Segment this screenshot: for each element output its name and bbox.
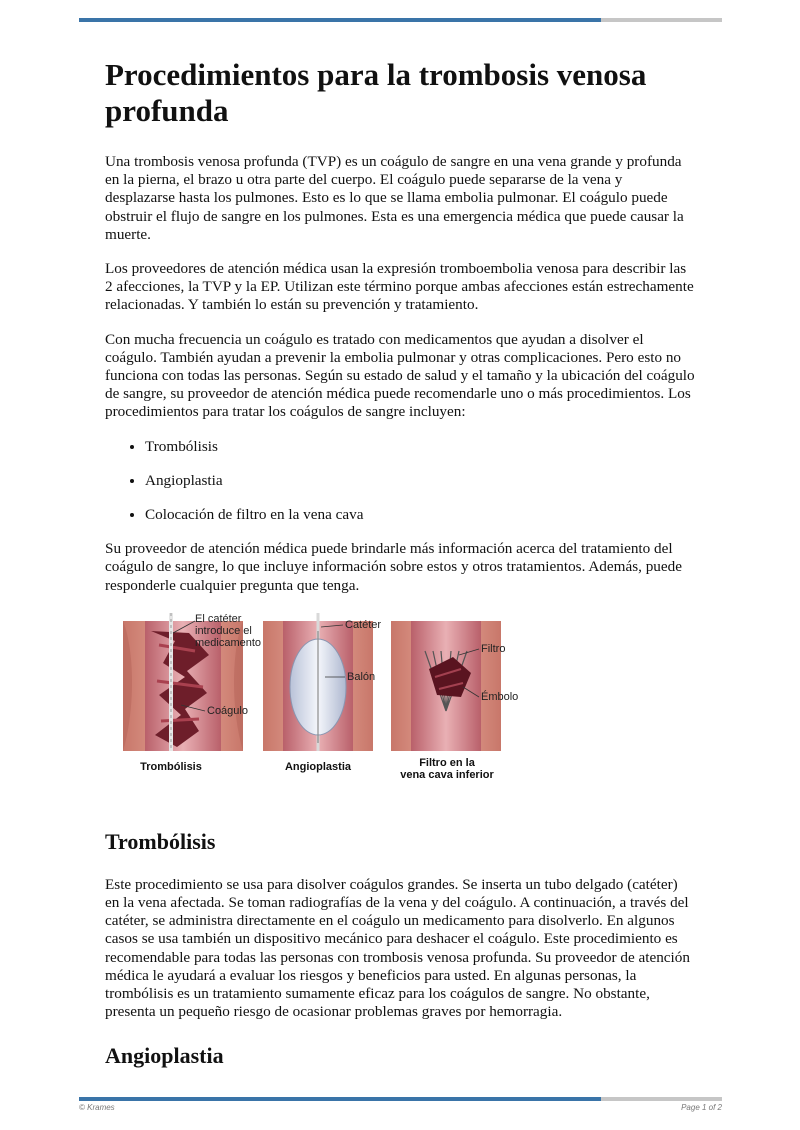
bottom-rule [79,1097,722,1101]
caption-filter: Filtro en la vena cava inferior [400,756,494,781]
page-title: Procedimientos para la trombosis venosa profunda [105,57,647,128]
section-heading-thrombolysis: Trombólisis [105,828,216,854]
procedures-list [105,438,695,525]
section-heading-angioplasty: Angioplastia [105,1043,224,1069]
top-rule [79,18,722,22]
list-item: • Colocación de filtro en la vena cava [145,506,695,524]
list-item: • Angioplastia [145,472,695,490]
label-catheter: Catéter [345,618,382,631]
label-balloon: Balón [347,670,376,683]
section-text-thrombolysis: Este procedimiento se usa para disolver coágulos grandes. Se inserta un tubo delgado (catéter) en la vena afectada. Se toman radiografías de la vena y del coágulo. A continuación, a través del catéter, se administra directamente en el coágulo un medicamento para disolverlo. En algunos casos se usa también un dispositivo mecánico para deshacer el coágulo. Este procedimiento es recomendable para todas las personas con trombosis venosa profunda. Su proveedor de atención médica le ayudará a evaluar los riesgos y beneficios para usted. En algunas personas, la trombólisis es un tratamiento sumamente eficaz para los coágulos de sangre. No obstante, presenta un pequeño riesgo de ocasionar problemas graves por hemorragia. [105,875,690,1021]
intro-paragraph-3: Con mucha frecuencia un coágulo es tratado con medicamentos que ayudan a disolver el coágulo. También ayudan a prevenir la embolia pulmonar y otras complicaciones. Pero esto no funciona con todas las personas. Según su estado de salud y el tamaño y la ubicación del coágulo de sangre, su proveedor de atención médica puede recomendarle uno o más procedimientos. Los procedimientos para tratar los coágulos de sangre incluyen: [105,330,695,421]
footer-copyright: © Krames [79,1103,115,1112]
label-clot: Coágulo [207,704,248,717]
procedures-illustration [115,611,535,807]
label-catheter-drug: El catéter introduce el medicamento [195,612,262,649]
top-rule-accent [79,18,601,22]
intro-paragraph-1: Una trombosis venosa profunda (TVP) es un coágulo de sangre en una vena grande y profunda en la pierna, el brazo u otra parte del cuerpo. El coágulo puede separarse de la vena y desplazarse hasta los pulmones. Esto es lo que se llama embolia pulmonar. El coágulo puede obstruir el flujo de sangre en los pulmones. Esta es una emergencia médica que puede causar la muerte. [105,153,684,243]
caption-angioplasty: Angioplastia [284,760,351,773]
after-list-paragraph: Su proveedor de atención médica puede brindarle más información acerca del tratamiento del coágulo de sangre, lo que incluye información sobre estos y otros tratamientos. Además, puede responderle cualquier pregunta que tenga. [105,540,682,594]
caption-thrombolysis: Trombólisis [140,760,202,773]
bottom-rule-accent [79,1097,601,1101]
label-embolus: Émbolo [481,690,519,703]
page-content [105,57,695,1090]
intro-paragraph-2: Los proveedores de atención médica usan la expresión tromboembolia venosa para describir las 2 afecciones, la TVP y la EP. Utilizan este término porque ambas afecciones están estrechamente relacionadas. Y también lo están su prevención y tratamiento. [105,260,694,314]
list-item: • Trombólisis [145,438,695,456]
filter-panel [391,621,501,751]
footer-page-number: Page 1 of 2 [681,1103,722,1112]
label-filter: Filtro [481,642,506,655]
